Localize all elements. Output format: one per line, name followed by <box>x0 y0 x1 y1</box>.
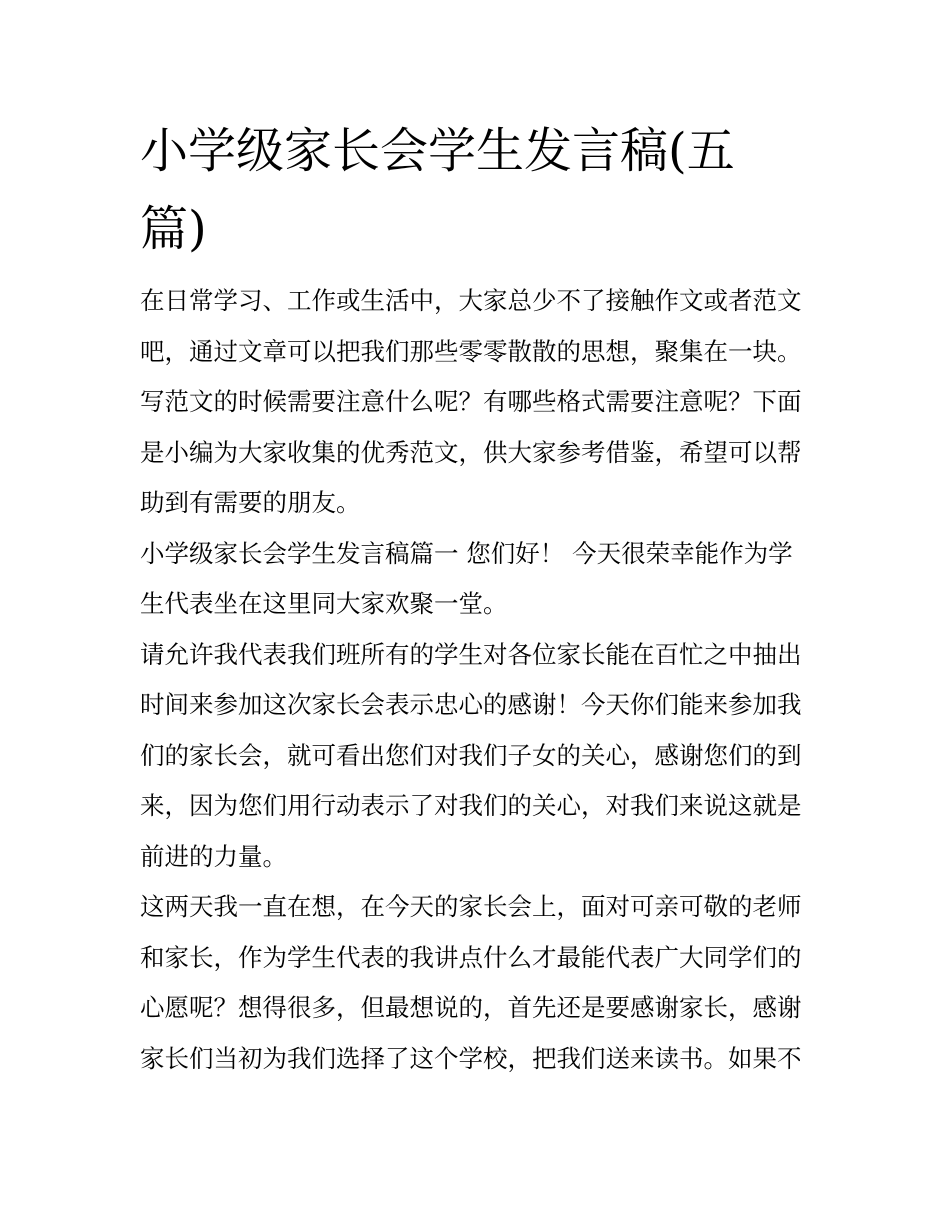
text-line: 写范文的时候需要注意什么呢？有哪些格式需要注意呢？下面 <box>140 387 802 416</box>
title-line: 小学级家长会学生发言稿(五 <box>140 123 735 179</box>
title-line: 篇) <box>140 201 207 257</box>
text-line: 吧，通过文章可以把我们那些零零散散的思想，聚集在一块。 <box>140 336 802 366</box>
text-line: 是小编为大家收集的优秀范文，供大家参考借鉴，希望可以帮 <box>140 437 802 467</box>
document-title <box>140 112 820 268</box>
text-line: 们的家长会，就可看出您们对我们子女的关心，感谢您们的到 <box>140 740 802 770</box>
paragraph-greeting <box>140 529 830 630</box>
text-line: 心愿呢？想得很多，但最想说的，首先还是要感谢家长，感谢 <box>140 993 802 1022</box>
text-line: 小学级家长会学生发言稿篇一 您们好！ 今天很荣幸能作为学 <box>140 538 793 568</box>
text-line: 时间来参加这次家长会表示忠心的感谢！今天你们能来参加我 <box>140 690 802 719</box>
text-line: 和家长，作为学生代表的我讲点什么才最能代表广大同学们的 <box>140 942 802 972</box>
text-line: 前进的力量。 <box>140 841 287 871</box>
text-line: 来，因为您们用行动表示了对我们的关心，对我们来说这就是 <box>140 791 802 820</box>
paragraph-intro <box>140 276 830 529</box>
text-line: 请允许我代表我们班所有的学生对各位家长能在百忙之中抽出 <box>140 639 802 669</box>
text-line: 生代表坐在这里同大家欢聚一堂。 <box>140 589 508 618</box>
text-line: 家长们当初为我们选择了这个学校，把我们送来读书。如果不 <box>140 1043 802 1073</box>
paragraph-thanks <box>140 630 830 883</box>
paragraph-reflection <box>140 882 830 1084</box>
text-line: 在日常学习、工作或生活中，大家总少不了接触作文或者范文 <box>140 286 802 315</box>
document-body <box>140 276 830 1084</box>
text-line: 这两天我一直在想，在今天的家长会上，面对可亲可敬的老师 <box>140 892 802 921</box>
text-line: 助到有需要的朋友。 <box>140 488 361 517</box>
